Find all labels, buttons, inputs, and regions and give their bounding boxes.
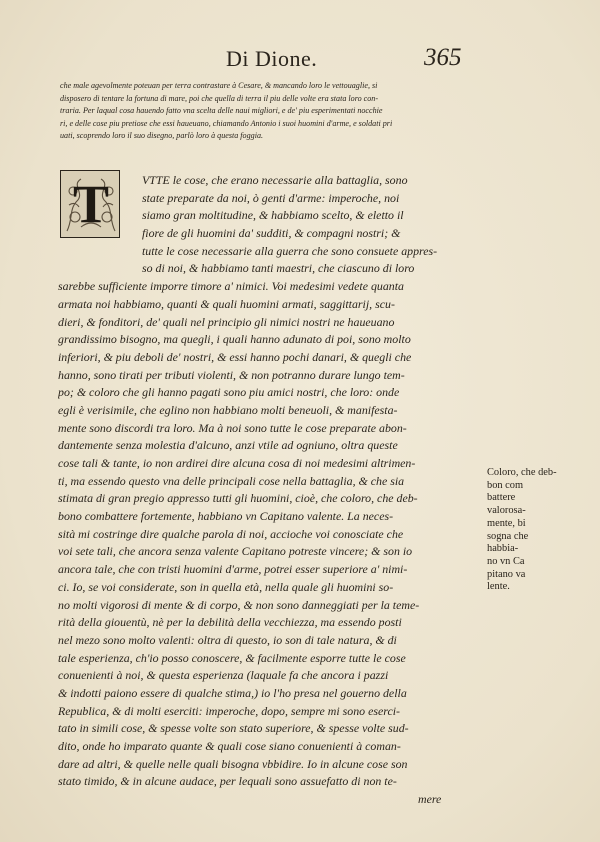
- argument-line: uati, scoprendo loro il suo disegno, parlò loro à questa foggia.: [60, 131, 264, 140]
- marginal-note-line: habbia-: [487, 543, 519, 555]
- text-line: so di noi, & habbiamo tanti maestri, che ciascuno di loro: [142, 261, 415, 276]
- marginal-note-line: pitano va: [487, 568, 526, 580]
- text-line: dito, onde ho imparato quante & quali cose siano conuenienti à coman-: [58, 739, 401, 753]
- text-line: tato in simili cose, & spesse volte son stato superiore, & spesse volte sud-: [58, 721, 409, 736]
- text-line: Republica, & di molti eserciti: imperoche, dopo, sempre mi sono eserci-: [58, 703, 400, 718]
- text-line: VTTE le cose, che erano necessarie alla battaglia, sono: [142, 173, 408, 187]
- argument-line: che male agevolmente poteuan per terra contrastare à Cesare, & mancando loro le vettouaglie, si: [60, 81, 378, 90]
- text-line: mente sono discordi tra loro. Ma à noi sono tutte le cose preparate abon-: [58, 420, 407, 435]
- text-line: no molti vigorosi di mente & di corpo, & non sono danneggiati per la teme-: [58, 597, 420, 612]
- text-line: rità della giouentù, nè per la debilità della vecchiezza, ma essendo posti: [58, 615, 402, 630]
- text-line: stimata di gran pregio appresso tutti gli huomini, cioè, che coloro, che deb-: [58, 491, 418, 506]
- marginal-note-line: battere: [487, 492, 516, 504]
- initial-letter: T: [72, 174, 110, 234]
- argument-line: disposero di tentare la fortuna di mare, poi che quella di terra il piu delle volte era stata loro con-: [60, 93, 379, 103]
- marginal-note-line: sogna che: [487, 530, 529, 542]
- speech-text: [58, 172, 496, 809]
- text-line: voi sete tali, che ancora senza valente Capitano potreste vincere; & son io: [58, 544, 413, 559]
- text-line: ancora tale, che con tristi huomini d'arme, potrei esser superiore a' nimi-: [58, 562, 408, 577]
- text-line: nel mezo sono molto valenti: oltra di questo, io son di tale natura, & di: [58, 632, 397, 647]
- marginal-note-line: no vn Ca: [487, 555, 525, 567]
- text-line: tale esperienza, ch'io posso conoscere, & facilmente esporre tutte le cose: [58, 650, 406, 665]
- argument-line: ri, e delle cose piu pretiose che essi haueuano, chiamando Antonio i suoi huomini d'arme, e soldati pri: [60, 118, 393, 128]
- text-line: tutte le cose necessarie alla guerra che sono consuete appres-: [142, 243, 438, 258]
- text-line: fiore de gli huomini da' sudditi, & compagni nostri; &: [142, 226, 401, 241]
- text-line: ti, ma essendo questo vna delle principali cose nella battaglia, & che sia: [58, 473, 405, 488]
- text-line: inferiori, & piu deboli de' nostri, & essi hanno pochi danari, & quegli che: [58, 349, 412, 364]
- running-title: Di Dione.: [226, 46, 318, 71]
- marginal-note-line: Coloro, che deb-: [487, 467, 557, 478]
- text-line: grandissimo bisogno, ma quegli, i quali hanno adunato di poi, sono molto: [58, 332, 411, 347]
- text-line: sità mi costringe dire qualche parola di noi, accioche voi conosciate che: [58, 526, 404, 541]
- marginal-note-line: bon com: [487, 479, 524, 491]
- text-line: sarebbe sufficiente imporre timore a' nimici. Voi medesimi vedete quanta: [58, 279, 404, 294]
- marginal-note-line: mente, bi: [487, 517, 526, 529]
- text-line: armata noi habbiamo, quanti & quali huomini armati, saggittarij, scu-: [58, 296, 395, 311]
- chapter-argument: [60, 80, 490, 143]
- text-line: siamo gran moltitudine, & habbiamo scelto, & eletto il: [142, 208, 404, 223]
- text-line: bono combattere fortemente, habbiano vn Capitano valente. La neces-: [58, 509, 394, 524]
- text-line: hanno, sono tirati per tributi violenti, & non potranno durare lungo tem-: [58, 367, 405, 382]
- page-number: 365: [424, 44, 462, 71]
- text-line: cose tali & tante, io non ardirei dire alcuna cosa di noi medesimi altrimen-: [58, 456, 416, 470]
- marginal-note-line: valorosa-: [487, 505, 526, 517]
- text-line: stato timido, & in alcune audace, per lequali sono assuefatto di non te-: [58, 774, 397, 789]
- text-line: egli è verisimile, che eglino non habbiano molti beneuoli, & manifesta-: [58, 402, 398, 417]
- text-line: conuenienti à noi, & questa esperienza (laquale fa che ancora i pazzi: [58, 668, 389, 683]
- marginal-note-line: lente.: [487, 581, 510, 593]
- text-line: ci. Io, se voi considerate, son in quella età, nella quale gli huomini so-: [58, 579, 394, 594]
- text-line: dieri, & fonditori, de' quali nel principio gli nimici nostri ne haueuano: [58, 314, 395, 329]
- text-line: state preparate da noi, ò genti d'arme: imperoche, noi: [142, 190, 400, 205]
- page-header: [0, 40, 600, 80]
- text-line: dare ad altri, & quelle nelle quali bisogna vbbidire. Io in alcune cose son: [58, 756, 408, 771]
- argument-line: traria. Per laqual cosa hauendo fatto vna scelta delle naui migliori, e de' piu esperimentati nocchie: [60, 106, 383, 115]
- text-line: & indotti paiono essere di qualche stima,) io l'ho presa nel gouerno della: [58, 685, 407, 700]
- text-line: dantemente senza molestia d'alcuno, anzi vtile ad ogniuno, oltra queste: [58, 438, 398, 453]
- text-line: po; & coloro che gli hanno pagati sono piu amici nostri, che loro: onde: [58, 385, 400, 400]
- marginal-note: [487, 467, 557, 594]
- text-line: mere: [418, 792, 442, 807]
